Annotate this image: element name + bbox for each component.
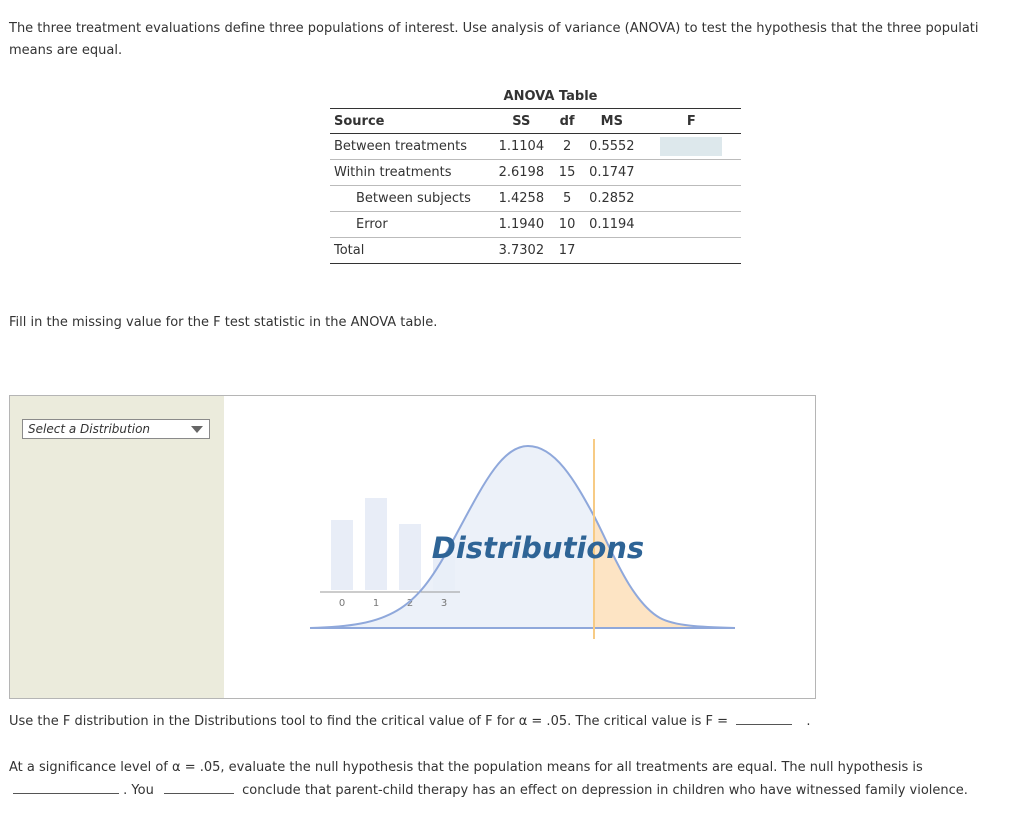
source-cell: Between treatments (330, 134, 491, 160)
ms-cell: 0.1194 (582, 212, 642, 238)
header-f: F (642, 109, 741, 134)
axis-tick-0: 0 (338, 598, 346, 609)
ss-cell: 1.1104 (491, 134, 553, 160)
conclusion-end-text: conclude that parent-child therapy has an effect on depression in children who have witnessed family violence. (242, 783, 968, 798)
distributions-tool (9, 395, 816, 699)
axis-tick-1: 1 (372, 598, 380, 609)
ss-cell: 2.6198 (491, 160, 553, 186)
intro-text (9, 18, 979, 62)
source-cell: Within treatments (330, 160, 491, 186)
source-cell: Total (330, 238, 491, 264)
f-cell (642, 238, 741, 264)
header-df: df (552, 109, 582, 134)
axis-tick-2: 2 (406, 598, 414, 609)
df-cell: 15 (552, 160, 582, 186)
header-source: Source (330, 109, 491, 134)
ss-cell: 3.7302 (491, 238, 553, 264)
f-cell (642, 160, 741, 186)
f-cell (642, 212, 741, 238)
table-row (330, 186, 741, 212)
ms-cell: 0.2852 (582, 186, 642, 212)
distribution-select-label: Select a Distribution (28, 422, 151, 436)
f-cell (642, 134, 741, 160)
ss-cell: 1.4258 (491, 186, 553, 212)
critical-text: Use the F distribution in the Distributions tool to find the critical value of F for α = .05. The critical value is F = (9, 714, 729, 729)
ss-cell: 1.1940 (491, 212, 553, 238)
critical-value-question (9, 710, 810, 733)
anova-header-row (330, 109, 741, 134)
conclusion-line-1: At a significance level of α = .05, evaluate the null hypothesis that the population means for all treatments are equal. The null hypothesis is (9, 760, 923, 775)
anova-title: ANOVA Table (503, 89, 598, 104)
distributions-logo (10, 396, 815, 698)
table-row (330, 134, 741, 160)
conclusion-line-2 (9, 779, 968, 802)
table-row (330, 212, 741, 238)
table-row (330, 160, 741, 186)
df-cell: 2 (552, 134, 582, 160)
logo-bar-1 (365, 498, 387, 590)
df-cell: 10 (552, 212, 582, 238)
logo-bar-0 (331, 520, 353, 590)
header-ms: MS (582, 109, 642, 134)
ms-cell (582, 238, 642, 264)
ms-cell: 0.1747 (582, 160, 642, 186)
ms-cell: 0.5552 (582, 134, 642, 160)
df-cell: 5 (552, 186, 582, 212)
axis-tick-3: 3 (440, 598, 448, 609)
f-statistic-input[interactable] (660, 137, 722, 156)
source-cell: Between subjects (356, 191, 471, 206)
f-cell (642, 186, 741, 212)
logo-text: Distributions (431, 531, 645, 565)
source-cell: Error (356, 217, 388, 232)
intro-line-2: means are equal. (9, 43, 123, 58)
logo-bar-2 (399, 524, 421, 590)
fill-instruction: Fill in the missing value for the F test statistic in the ANOVA table. (9, 315, 438, 330)
critical-period: . (806, 714, 811, 729)
header-ss: SS (491, 109, 553, 134)
anova-table (330, 86, 741, 264)
critical-value-input[interactable] (736, 710, 792, 725)
df-cell: 17 (552, 238, 582, 264)
you-text: . You (123, 783, 154, 798)
conclusion-dropdown[interactable] (164, 779, 234, 794)
intro-line-1: The three treatment evaluations define three populations of interest. Use analysis of variance (ANOVA) to test the hypothesis that the three populati (9, 21, 979, 36)
table-row (330, 238, 741, 264)
null-hypothesis-dropdown[interactable] (13, 779, 119, 794)
